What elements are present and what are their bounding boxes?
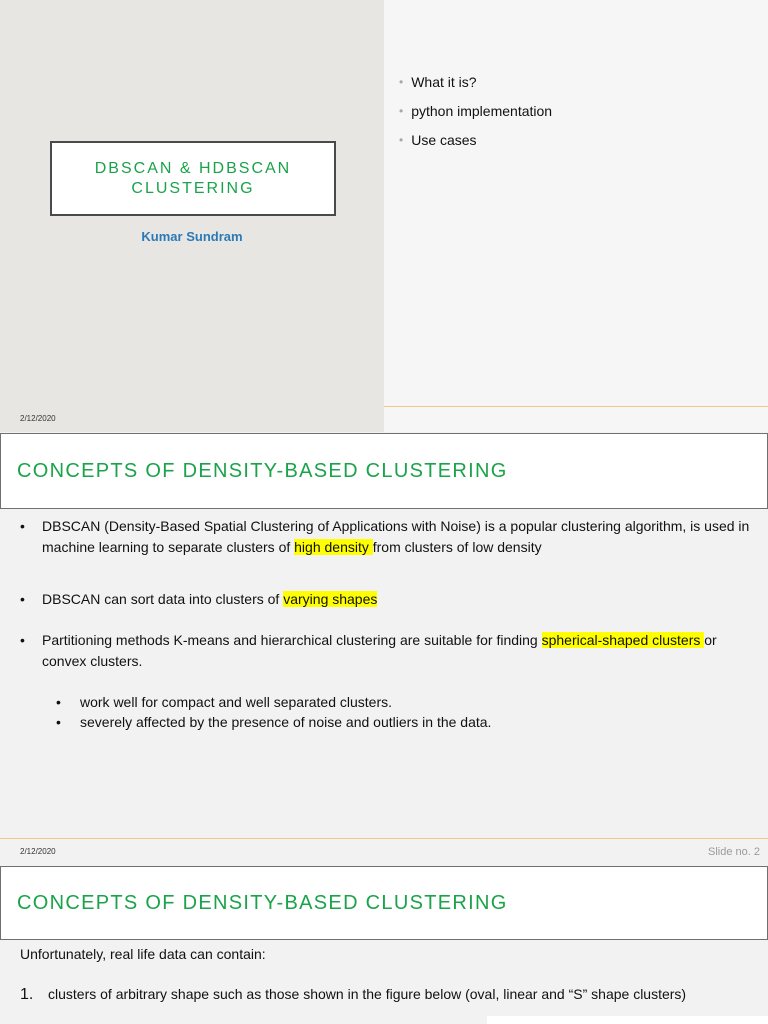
agenda-item-label: python implementation [411,103,553,119]
slide1-title-line1: DBSCAN & HDBSCAN [94,159,292,177]
slide1-title-box [50,141,336,216]
point-text: from clusters of low density [372,539,542,555]
agenda-item-label: Use cases [411,132,477,148]
bullet-dot-icon: • [399,75,404,89]
slide3-header [0,866,768,940]
bullet-icon: • [56,714,61,730]
slide2-header [0,433,768,509]
slide1-title-line2: CLUSTERING [131,179,255,197]
agenda-item-label: What it is? [411,74,477,90]
bullet-icon: • [20,591,25,607]
point-text: DBSCAN can sort data into clusters of [42,591,284,607]
point-text: Partitioning methods K-means and hierarchical clustering are suitable for finding [42,632,542,648]
slide2-subpoint-1 [20,692,760,712]
highlighted-text: varying shapes [283,591,378,607]
highlighted-text: spherical-shaped clusters [541,632,705,648]
slide1-right-panel [384,0,768,432]
slide1-left-panel [0,0,384,432]
subpoint-text: work well for compact and well separated clusters. [80,694,393,710]
slide2-heading: CONCEPTS OF DENSITY-BASED CLUSTERING [17,459,508,482]
slide3-heading: CONCEPTS OF DENSITY-BASED CLUSTERING [17,891,508,914]
bullet-icon: • [20,518,25,534]
slide3-intro: Unfortunately, real life data can contain: [20,946,266,962]
slide2-point-1 [20,516,760,558]
point-text: or convex clusters. [42,632,717,669]
bullet-icon: • [56,694,61,710]
highlighted-text: high density [294,539,373,555]
slide2-divider [0,838,768,839]
subpoint-text: severely affected by the presence of noise and outliers in the data. [80,714,492,730]
slide1-divider [384,406,768,407]
slide3-figure-edge [487,1016,768,1024]
slide2-number: Slide no. 2 [708,846,760,858]
bullet-dot-icon: • [399,104,404,118]
agenda-item [399,126,552,155]
item-text: clusters of arbitrary shape such as those shown in the figure below (oval, linear and “S” shape clusters) [48,986,687,1002]
agenda-item [399,68,552,97]
slide2-body [20,516,760,732]
slide2-point-2 [20,589,760,610]
agenda-item [399,97,552,126]
slide2-subpoint-2 [20,712,760,732]
point-text: DBSCAN (Density-Based Spatial Clustering of Applications with Noise) is a popular clustering algorithm, is used in machine learning to separate clusters of [42,518,750,555]
slide1-author: Kumar Sundram [141,229,243,244]
item-number: 1. [20,986,34,1003]
slide1-agenda-list [399,68,552,155]
slide1-date: 2/12/2020 [20,414,56,423]
slide3-item-1 [20,986,686,1004]
bullet-icon: • [20,632,25,648]
bullet-dot-icon: • [399,133,404,147]
slide2-point-3 [20,630,760,672]
slide2-date: 2/12/2020 [20,847,56,856]
